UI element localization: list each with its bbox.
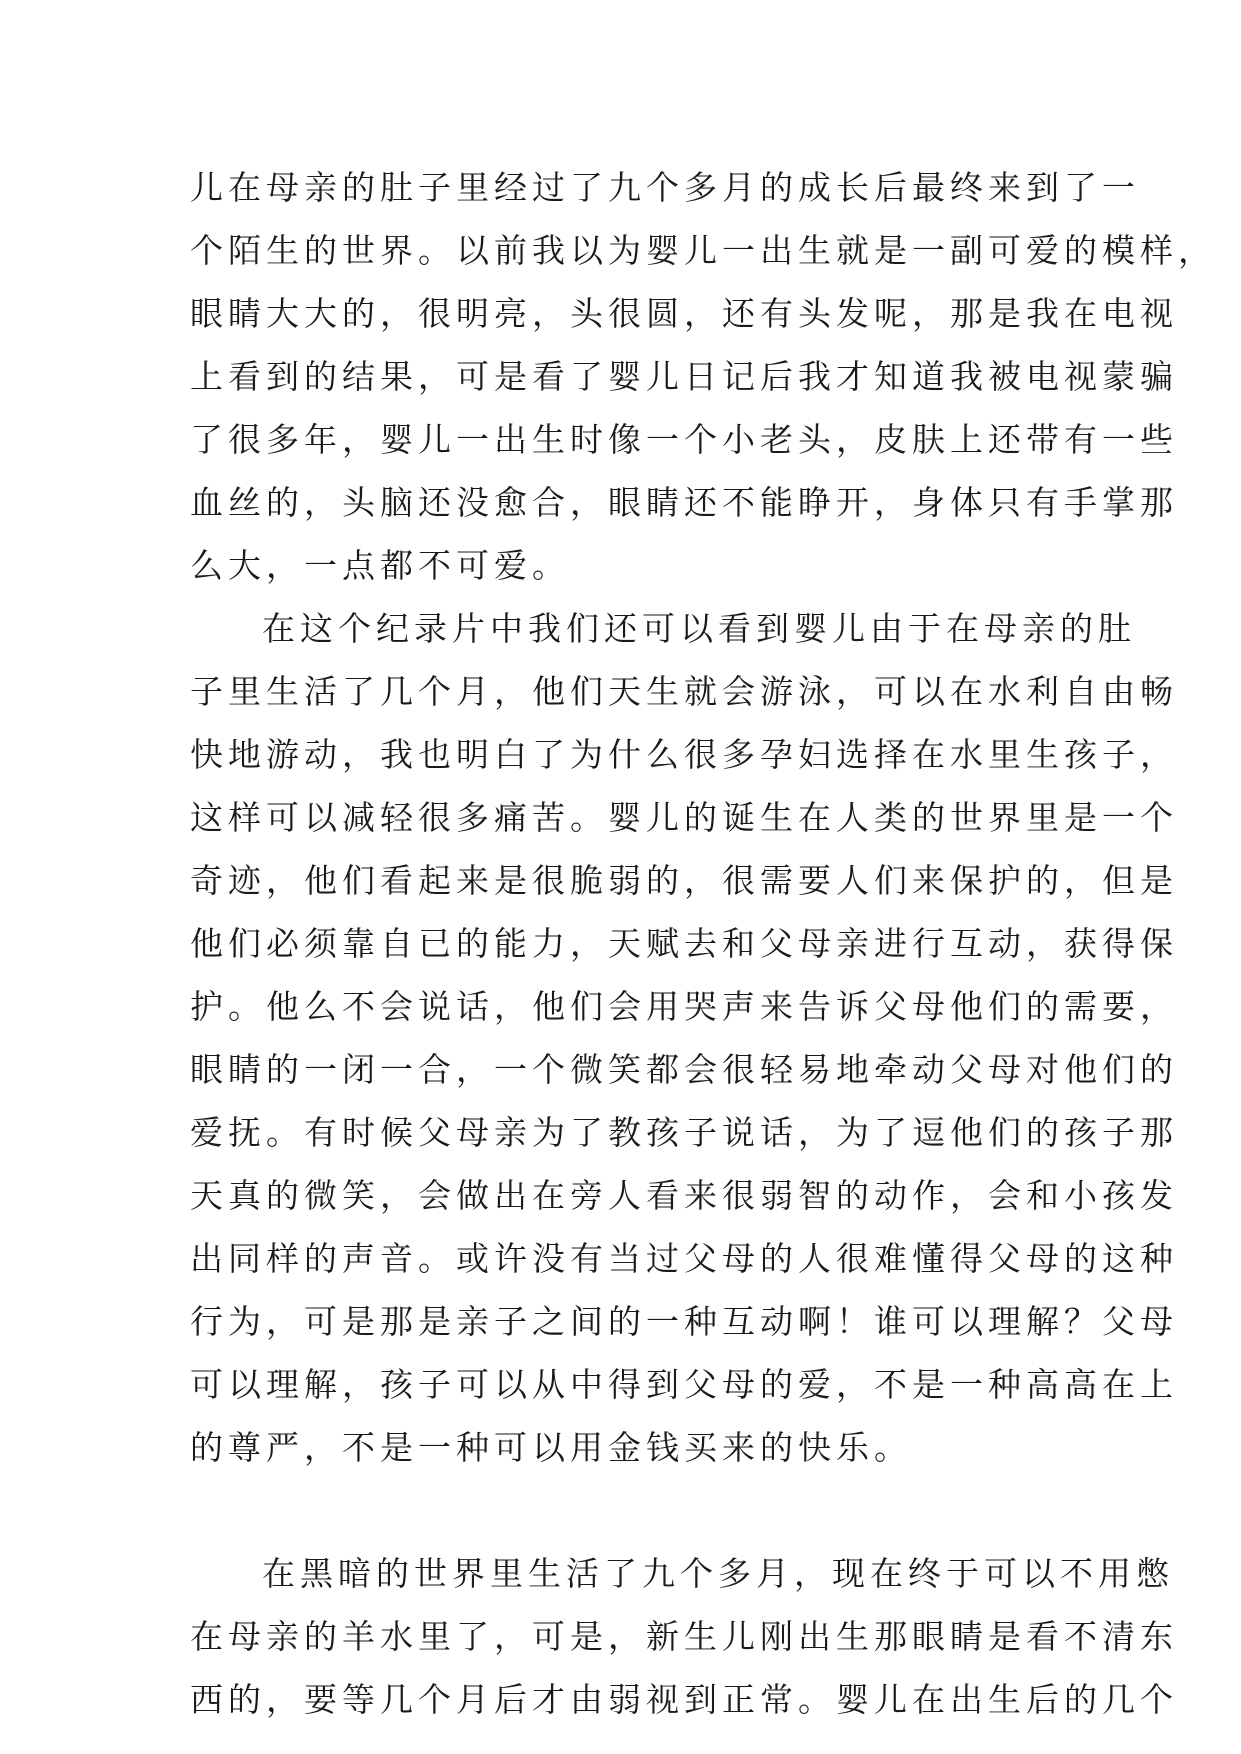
text-line: 在母亲的羊水里了，可是，新生儿刚出生那眼睛是看不清东 bbox=[190, 1617, 1178, 1656]
text-line: 个陌生的世界。以前我以为婴儿一出生就是一副可爱的模样， bbox=[190, 231, 1216, 270]
text-line: 儿在母亲的肚子里经过了九个多月的成长后最终来到了一 bbox=[190, 168, 1140, 207]
text-line: 子里生活了几个月，他们天生就会游泳，可以在水利自由畅 bbox=[190, 672, 1178, 711]
text-line: 他们必须靠自已的能力，天赋去和父母亲进行互动，获得保 bbox=[190, 924, 1178, 963]
text-line: 行为，可是那是亲子之间的一种互动啊！谁可以理解？父母 bbox=[190, 1302, 1178, 1341]
text-line: 了很多年，婴儿一出生时像一个小老头，皮肤上还带有一些 bbox=[190, 420, 1178, 459]
paragraph-2 bbox=[190, 597, 1190, 1542]
text-line: 的尊严，不是一种可以用金钱买来的快乐。 bbox=[190, 1428, 912, 1467]
document-body bbox=[190, 156, 1216, 1731]
text-line: 上看到的结果，可是看了婴儿日记后我才知道我被电视蒙骗 bbox=[190, 357, 1178, 396]
text-line: 快地游动，我也明白了为什么很多孕妇选择在水里生孩子， bbox=[190, 735, 1178, 774]
text-line: 么大，一点都不可爱。 bbox=[190, 546, 570, 585]
text-line: 护。他么不会说话，他们会用哭声来告诉父母他们的需要， bbox=[190, 987, 1178, 1026]
text-line: 可以理解，孩子可以从中得到父母的爱，不是一种高高在上 bbox=[190, 1365, 1178, 1404]
text-line: 爱抚。有时候父母亲为了教孩子说话，为了逗他们的孩子那 bbox=[190, 1113, 1178, 1152]
text-line: 这样可以减轻很多痛苦。婴儿的诞生在人类的世界里是一个 bbox=[190, 798, 1178, 837]
text-line: 在这个纪录片中我们还可以看到婴儿由于在母亲的肚 bbox=[262, 609, 1136, 648]
text-line: 眼睛大大的，很明亮，头很圆，还有头发呢，那是我在电视 bbox=[190, 294, 1178, 333]
text-line: 血丝的，头脑还没愈合，眼睛还不能睁开，身体只有手掌那 bbox=[190, 483, 1178, 522]
paragraph-3 bbox=[190, 1542, 1190, 1731]
text-line: 天真的微笑，会做出在旁人看来很弱智的动作，会和小孩发 bbox=[190, 1176, 1178, 1215]
paragraph-1 bbox=[190, 156, 1216, 597]
text-line: 西的，要等几个月后才由弱视到正常。婴儿在出生后的几个 bbox=[190, 1680, 1178, 1719]
text-line: 出同样的声音。或许没有当过父母的人很难懂得父母的这种 bbox=[190, 1239, 1178, 1278]
text-line bbox=[190, 1479, 1190, 1542]
text-line: 眼睛的一闭一合，一个微笑都会很轻易地牵动父母对他们的 bbox=[190, 1050, 1178, 1089]
text-line: 在黑暗的世界里生活了九个多月，现在终于可以不用憋 bbox=[262, 1554, 1174, 1593]
text-line: 奇迹，他们看起来是很脆弱的，很需要人们来保护的，但是 bbox=[190, 861, 1178, 900]
